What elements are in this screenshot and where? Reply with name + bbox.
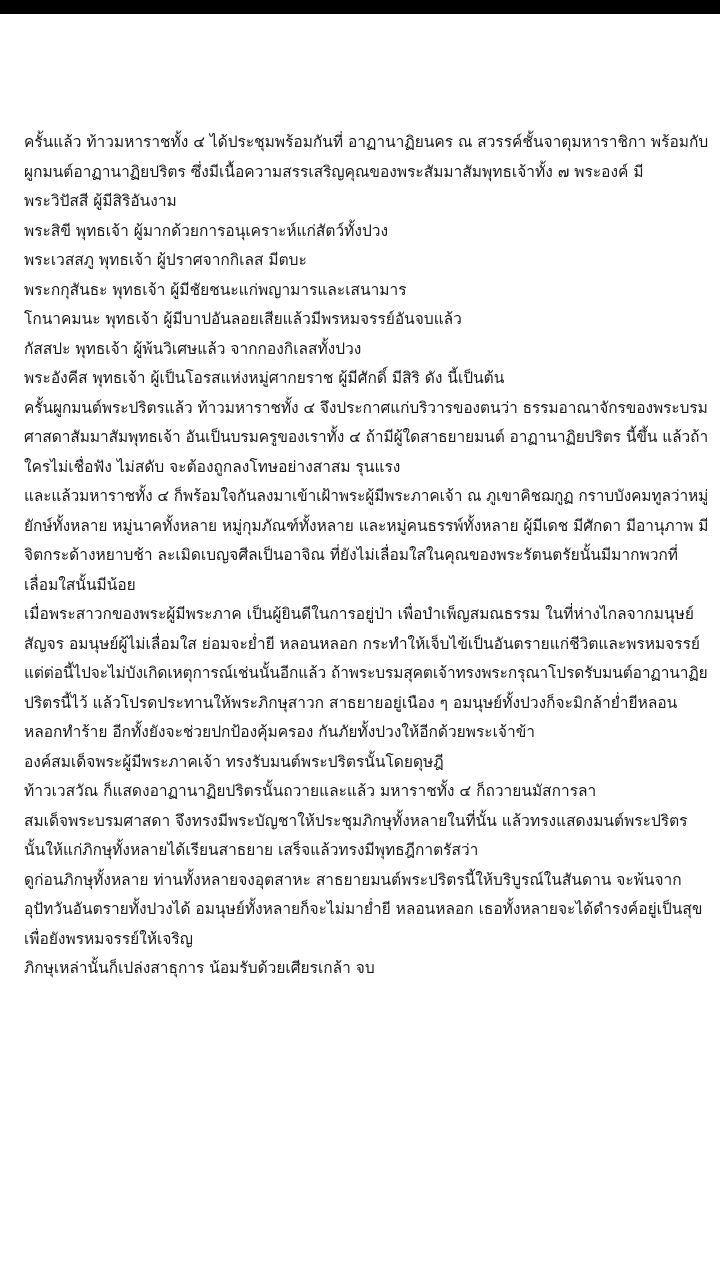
text-line: ผูกมนต์อาฏานาฏิยปริตร ซึ่งมีเนื้อความสรรเสริญคุณของพระสัมมาสัมพุทธเจ้าทั้ง ๗ พระองค์ มี: [24, 162, 644, 181]
text-line: ดูก่อนภิกษุทั้งหลาย ท่านทั้งหลายจงอุตสาหะ สาธยายมนต์พระปริตรนี้ให้บริบูรณ์ในสันดาน จะพ้นจาก: [24, 870, 682, 889]
paragraph: [24, 777, 708, 807]
text-line: ยักษ์ทั้งหลาย หมู่นาคทั้งหลาย หมู่กุมภัณฑ์ทั้งหลาย และหมู่คนธรรพ์ทั้งหลาย ผู้มีเดช มีศักดา มีอานุภาพ มี: [24, 516, 709, 535]
paragraph: [24, 305, 708, 335]
text-line: นั้นให้แก่ภิกษุทั้งหลายได้เรียนสาธยาย เสร็จแล้วทรงมีพุทธฎีกาตรัสว่า: [24, 841, 479, 859]
paragraph: [24, 482, 708, 600]
text-line: ภิกษุเหล่านั้นก็เปล่งสาธุการ น้อมรับด้วยเศียรเกล้า จบ: [24, 959, 375, 977]
text-line: เพื่อยังพรหมจรรย์ให้เจริญ: [24, 929, 193, 948]
text-line: พระอังคีส พุทธเจ้า ผู้เป็นโอรสแห่งหมู่ศากยราช ผู้มีศักดิ์ มีสิริ ดัง นี้เป็นต้น: [24, 369, 505, 387]
paragraph: [24, 394, 708, 483]
document-page: [0, 14, 720, 1280]
paragraph: [24, 217, 708, 247]
paragraph: [24, 128, 708, 187]
document-body: [24, 128, 708, 984]
text-line: กัสสปะ พุทธเจ้า ผู้พ้นวิเศษแล้ว จากกองกิเลสทั้งปวง: [24, 339, 362, 358]
paragraph: [24, 807, 708, 866]
text-line: ปริตรนี้ไว้ แล้วโปรดประทานให้พระภิกษุสาวก สาธยายอยู่เนือง ๆ อมนุษย์ทั้งปวงก็จะมิกล้าย่ำยีหลอน: [24, 693, 678, 712]
paragraph: [24, 246, 708, 276]
text-line: แต่ต่อนี้ไปจะไม่บังเกิดเหตุการณ์เช่นนั้นอีกแล้ว ถ้าพระบรมสุคตเจ้าทรงพระกรุณาโปรดรับมนต์อาฏานาฏิย: [24, 664, 708, 682]
text-line: องค์สมเด็จพระผู้มีพระภาคเจ้า ทรงรับมนต์พระปริตรนั้นโดยดุษฎี: [24, 752, 444, 771]
paragraph: [24, 954, 708, 984]
text-line: พระวิปัสสี ผู้มีสิริอันงาม: [24, 192, 177, 210]
text-line: ศาสดาสัมมาสัมพุทธเจ้า อันเป็นบรมครูของเราทั้ง ๔ ถ้ามีผู้ใดสาธยายมนต์ อาฏานาฏิยปริตร นี้ขึ้น แล้วถ้า: [24, 428, 709, 446]
text-line: พระเวสสภู พุทธเจ้า ผู้ปราศจากกิเลส มีตบะ: [24, 251, 307, 269]
paragraph: [24, 276, 708, 306]
paragraph: [24, 335, 708, 365]
text-line: พระกกุสันธะ พุทธเจ้า ผู้มีชัยชนะแก่พญามารและเสนามาร: [24, 280, 407, 299]
paragraph: [24, 364, 708, 394]
text-line: ท้าวเวสวัณ ก็แสดงอาฏานาฏิยปริตรนั้นถวายและแล้ว มหาราชทั้ง ๔ ก็ถวายนมัสการลา: [24, 782, 597, 800]
text-line: เมื่อพระสาวกของพระผู้มีพระภาค เป็นผู้ยินดีในการอยู่ป่า เพื่อบำเพ็ญสมณธรรม ในที่ห่างไกลจากมนุษย์: [24, 605, 694, 623]
text-line: จิตกระด้างหยาบช้า ละเมิดเบญจศีลเป็นอาจิณ ที่ยังไม่เลื่อมใสในคุณของพระรัตนตรัยนั้นมีมากพวกที่: [24, 546, 678, 564]
text-line: ใครไม่เชื่อฟัง ไม่สดับ จะต้องถูกลงโทษอย่างสาสม รุนแรง: [24, 457, 401, 476]
text-line: และแล้วมหาราชทั้ง ๔ ก็พร้อมใจกันลงมาเข้าเฝ้าพระผู้มีพระภาคเจ้า ณ ภูเขาคิชฌกูฏ กราบบังคมทูลว่าหมู่: [24, 487, 709, 505]
text-line: อุปัทวันอันตรายทั้งปวงได้ อมนุษย์ทั้งหลายก็จะไม่มาย่ำยี หลอนหลอก เธอทั้งหลายจะได้ดำรงค์อยู่เป็นสุข: [24, 900, 703, 918]
paragraph: [24, 866, 708, 955]
text-line: หลอกทำร้าย อีกทั้งยังจะช่วยปกป้องคุ้มครอง กันภัยทั้งปวงให้อีกด้วยพระเจ้าข้า: [24, 723, 535, 741]
text-line: ครั้นผูกมนต์พระปริตรแล้ว ท้าวมหาราชทั้ง ๔ จึงประกาศแก่บริวารของตนว่า ธรรมอาณาจักรของพระบรม: [24, 398, 708, 417]
status-bar: [0, 0, 720, 14]
text-line: สมเด็จพระบรมศาสดา จึงทรงมีพระบัญชาให้ประชุมภิกษุทั้งหลายในที่นั้น แล้วทรงแสดงมนต์พระปริตร: [24, 811, 688, 830]
text-line: ครั้นแล้ว ท้าวมหาราชทั้ง ๔ ได้ประชุมพร้อมกันที่ อาฏานาฏิยนคร ณ สวรรค์ชั้นจาตุมหาราชิกา พร้อมกับ: [24, 133, 709, 151]
text-line: พระสิขี พุทธเจ้า ผู้มากด้วยการอนุเคราะห์แก่สัตว์ทั้งปวง: [24, 221, 389, 240]
text-line: โกนาคมนะ พุทธเจ้า ผู้มีบาปอันลอยเสียแล้วมีพรหมจรรย์อันจบแล้ว: [24, 310, 462, 328]
text-line: สัญจร อมนุษย์ผู้ไม่เลื่อมใส ย่อมจะย่ำยี หลอนหลอก กระทำให้เจ็บไข้เป็นอันตรายแก่ชีวิตและพรหมจรรย์: [24, 634, 700, 653]
paragraph: [24, 748, 708, 778]
paragraph: [24, 187, 708, 217]
text-line: เลื่อมใสนั้นมีน้อย: [24, 575, 136, 594]
paragraph: [24, 600, 708, 748]
